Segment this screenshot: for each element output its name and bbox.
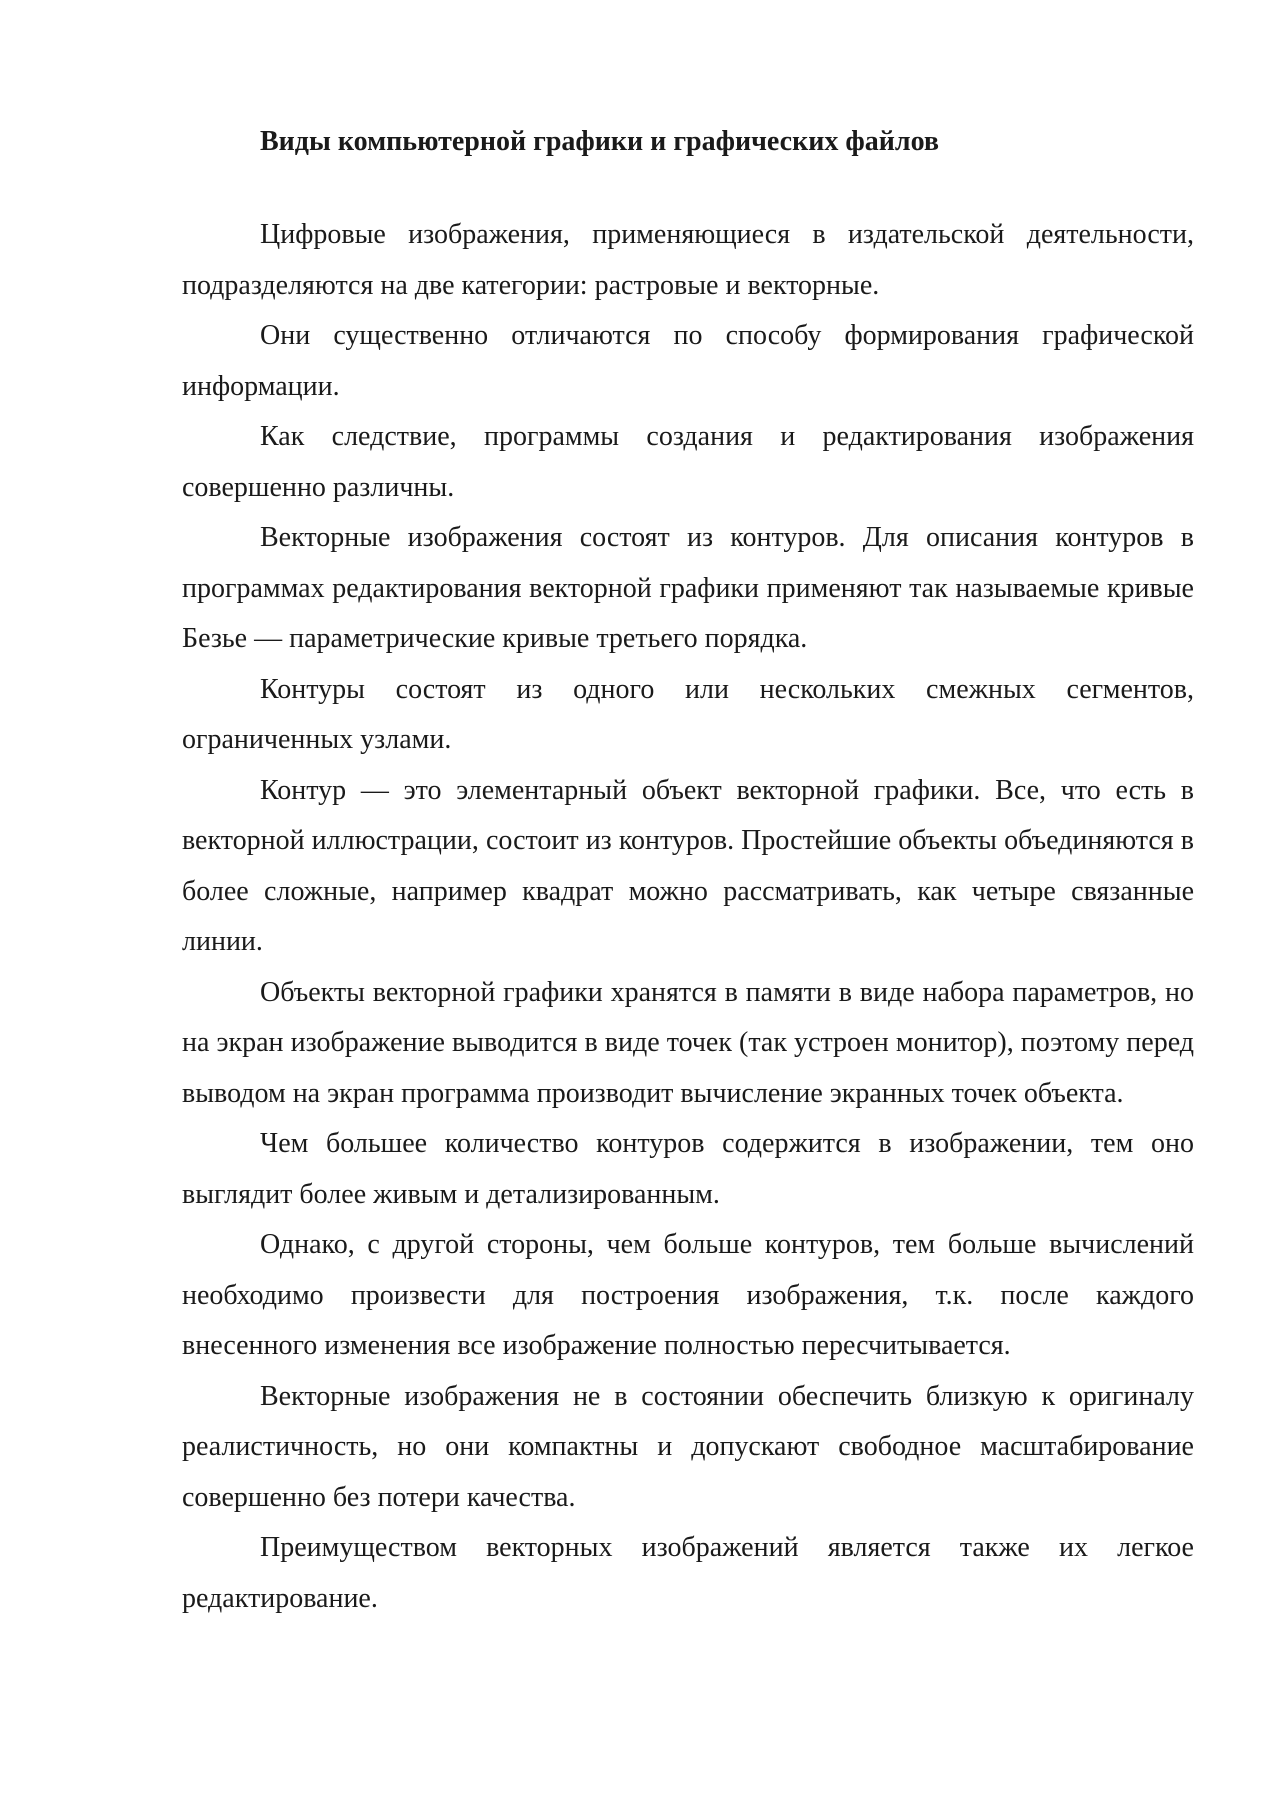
paragraph: Однако, с другой стороны, чем больше контуров, тем больше вычислений необходимо произвести для построения изображения, т.к. после каждого внесенного изменения все изображение полностью пересчитывается. <box>182 1229 1194 1361</box>
paragraph: Контуры состоят из одного или нескольких смежных сегментов, ограниченных узлами. <box>182 673 1194 755</box>
paragraph: Преимуществом векторных изображений является также их легкое редактирование. <box>182 1532 1194 1614</box>
paragraph: Векторные изображения не в состоянии обеспечить близкую к оригиналу реалистичность, но они компактны и допускают свободное масштабирование совершенно без потери качества. <box>182 1380 1194 1513</box>
paragraph: Они существенно отличаются по способу формирования графической информации. <box>182 320 1194 402</box>
document-page <box>182 118 1194 1624</box>
paragraph: Цифровые изображения, применяющиеся в издательской деятельности, подразделяются на две категории: растровые и векторные. <box>182 219 1194 301</box>
paragraph: Объекты векторной графики хранятся в памяти в виде набора параметров, но на экран изображение выводится в виде точек (так устроен монитор), поэтому перед выводом на экран программа производит вычисление экранных точек объекта. <box>182 976 1194 1109</box>
document-title: Виды компьютерной графики и графических файлов <box>260 126 939 157</box>
paragraph: Как следствие, программы создания и редактирования изображения совершенно различны. <box>182 421 1194 503</box>
paragraph: Векторные изображения состоят из контуров. Для описания контуров в программах редактирования векторной графики применяют так называемые кривые Безье — параметрические кривые третьего порядка. <box>182 522 1194 654</box>
paragraph: Чем большее количество контуров содержится в изображении, тем оно выглядит более живым и детализированным. <box>182 1128 1194 1210</box>
paragraph: Контур — это элементарный объект векторной графики. Все, что есть в векторной иллюстрации, состоит из контуров. Простейшие объекты объединяются в более сложные, например квадрат можно рассматривать, как четыре связанные линии. <box>182 774 1194 957</box>
